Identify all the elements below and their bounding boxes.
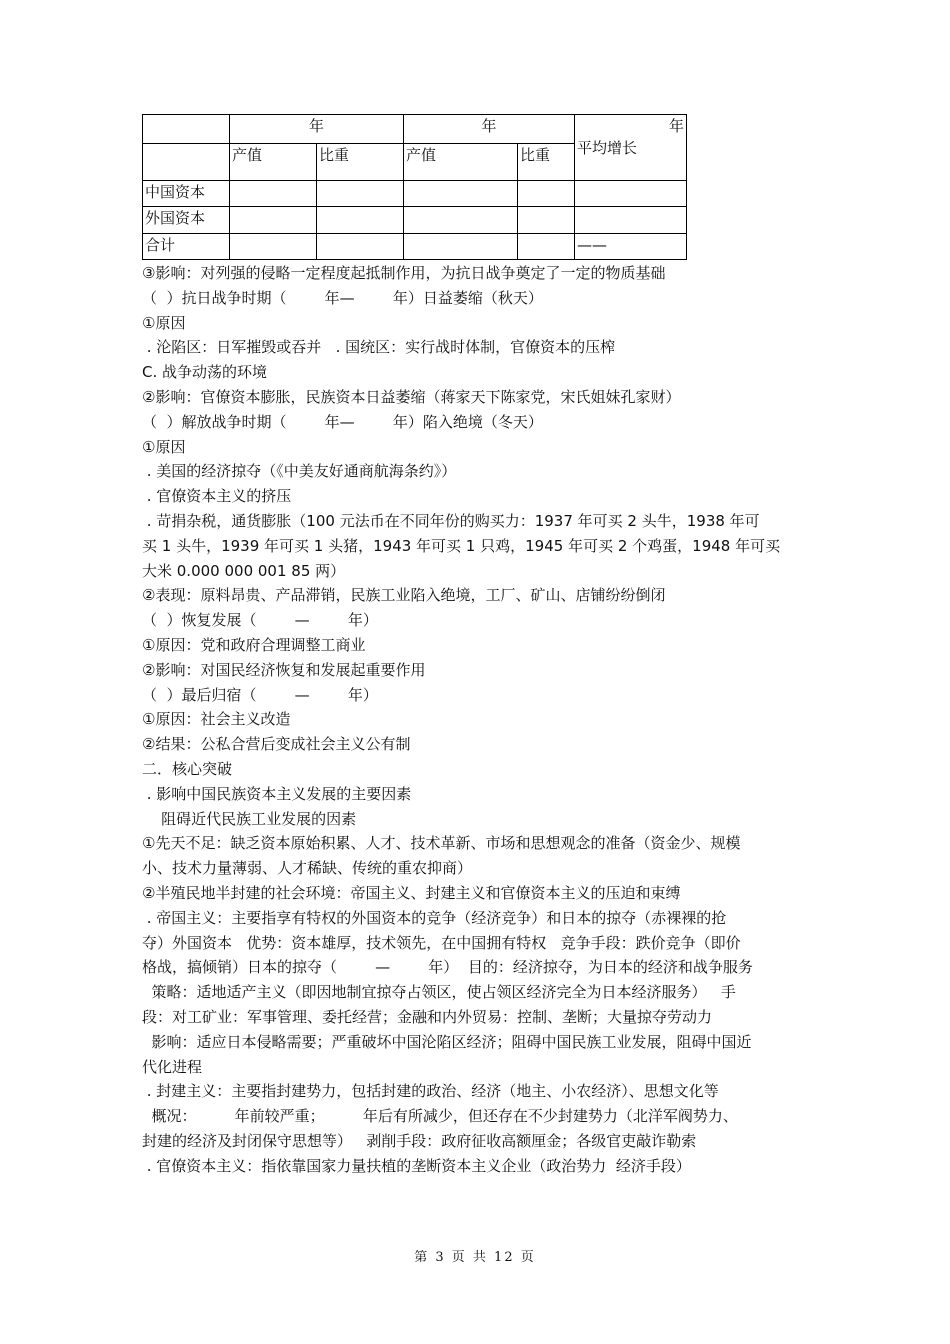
text-line: （ ）解放战争时期（ 年— 年）陷入绝境（冬天）: [142, 412, 543, 431]
table-header-growth-cell: [575, 115, 687, 181]
text-line: ②结果：公私合营后变成社会主义公有制: [142, 735, 411, 754]
table-header-year-2: 年: [404, 115, 575, 144]
text-line: . 苛捐杂税，通货膨胀（100 元法币在不同年份的购买力：1937 年可买 2 头牛，1938 年可: [142, 511, 760, 530]
text-line: （ ）最后归宿（ — 年）: [142, 685, 378, 704]
table-cell: [518, 207, 575, 233]
text-line: . 帝国主义：主要指享有特权的外国资本的竞争（经济竞争）和日本的掠夺（赤裸裸的抢: [142, 908, 727, 927]
table-header-year-1: 年: [230, 115, 404, 144]
text-line: ②半殖民地半封建的社会环境：帝国主义、封建主义和官僚资本主义的压迫和束缚: [142, 883, 681, 902]
table-header-year-3: 年: [669, 117, 685, 135]
text-line: （ ）恢复发展（ — 年）: [142, 611, 378, 630]
text-line: （ ）抗日战争时期（ 年— 年）日益萎缩（秋天）: [142, 288, 543, 307]
text-line: 概况： 年前较严重； 年后有所减少，但还存在不少封建势力（北洋军阀势力、: [142, 1107, 738, 1126]
table-header-share-2: 比重: [518, 143, 575, 180]
table-cell: [317, 233, 404, 260]
text-line: ②表现：原料昂贵、产品滞销，民族工业陷入绝境，工厂、矿山、店铺纷纷倒闭: [142, 586, 666, 605]
table-header-output-1: 产值: [230, 143, 317, 180]
section-heading: 二．核心突破: [142, 759, 233, 778]
text-line: . 美国的经济掠夺（《中美友好通商航海条约》）: [142, 462, 457, 481]
table-row: [143, 233, 687, 260]
table-header-share-1: 比重: [317, 143, 404, 180]
text-line: ①原因: [142, 437, 186, 456]
text-line: 策略：适地适产主义（即因地制宜掠夺占领区，使占领区经济完全为日本经济服务） 手: [142, 983, 736, 1002]
text-line: . 官僚资本主义：指依靠国家力量扶植的垄断资本主义企业（政治势力 经济手段）: [142, 1156, 691, 1175]
row-label-chinese-capital: 中国资本: [143, 180, 230, 206]
text-line: 小、技术力量薄弱、人才稀缺、传统的重农抑商）: [142, 859, 473, 878]
row-label-foreign-capital: 外国资本: [143, 207, 230, 233]
table-cell: [404, 207, 518, 233]
text-line: ①原因：党和政府合理调整工商业: [142, 635, 366, 654]
table-cell: [575, 180, 687, 206]
table-header-blank: [143, 115, 230, 144]
text-line: 格战，搞倾销）日本的掠夺（ — 年） 目的：经济掠夺，为日本的经济和战争服务: [142, 958, 753, 977]
text-line: C. 战争动荡的环境: [142, 363, 268, 382]
table-header-output-2: 产值: [404, 143, 518, 180]
table-row: [143, 180, 687, 206]
text-line: 阻碍近代民族工业发展的因素: [142, 809, 357, 828]
table-cell: [518, 180, 575, 206]
capital-comparison-table: [142, 114, 687, 260]
text-line: 影响：适应日本侵略需要；严重破坏中国沦陷区经济；阻碍中国民族工业发展，阻碍中国近: [142, 1032, 752, 1051]
table-header-row-years: [143, 115, 687, 144]
text-line: 夺）外国资本 优势：资本雄厚，技术领先，在中国拥有特权 竞争手段：跌价竞争（即价: [142, 933, 741, 952]
text-line: ②影响：官僚资本膨胀，民族资本日益萎缩（蒋家天下陈家党，宋氏姐妹孔家财）: [142, 387, 681, 406]
text-line: . 影响中国民族资本主义发展的主要因素: [142, 784, 412, 803]
table-cell: [317, 207, 404, 233]
page-footer: 第 3 页 共 12 页: [414, 1250, 536, 1265]
text-line: 大米 0.000 000 001 85 两）: [142, 561, 346, 580]
text-line: 代化进程: [142, 1057, 203, 1076]
table-header-average-growth: 平均增长: [577, 139, 638, 157]
text-line: 段：对工矿业：军事管理、委托经营；金融和内外贸易：控制、垄断；大量掠夺劳动力: [142, 1007, 713, 1026]
table-cell: [404, 233, 518, 260]
table-cell: [230, 207, 317, 233]
text-line: ②影响：对国民经济恢复和发展起重要作用: [142, 660, 426, 679]
table-row: [143, 207, 687, 233]
text-line: . 封建主义：主要指封建势力，包括封建的政治、经济（地主、小农经济）、思想文化等: [142, 1082, 719, 1101]
table-cell: [518, 233, 575, 260]
statistics-table-container: [142, 114, 686, 260]
text-line: 买 1 头牛，1939 年可买 1 头猪，1943 年可买 1 只鸡，1945 年可买 2 个鸡蛋，1948 年可买: [142, 536, 781, 555]
text-line: . 官僚资本主义的挤压: [142, 487, 292, 506]
text-line: ①原因: [142, 313, 186, 332]
text-line: ①先天不足：缺乏资本原始积累、人才、技术革新、市场和思想观念的准备（资金少、规模: [142, 834, 741, 853]
text-line: ①原因：社会主义改造: [142, 710, 291, 729]
table-cell: [575, 207, 687, 233]
table-cell: [317, 180, 404, 206]
text-line: ③影响：对列强的侵略一定程度起抵制作用，为抗日战争奠定了一定的物质基础: [142, 264, 666, 282]
table-cell-dash: ——: [575, 233, 687, 260]
table-cell: [404, 180, 518, 206]
table-cell: [230, 233, 317, 260]
table-header-blank-2: [143, 143, 230, 180]
text-line: . 沦陷区：日军摧毁或吞并 . 国统区：实行战时体制，官僚资本的压榨: [142, 338, 616, 357]
row-label-total: 合计: [143, 233, 230, 260]
table-cell: [230, 180, 317, 206]
document-body: [142, 261, 822, 1178]
text-line: 封建的经济及封闭保守思想等） 剥削手段：政府征收高额厘金；各级官吏敲诈勒索: [142, 1131, 697, 1150]
